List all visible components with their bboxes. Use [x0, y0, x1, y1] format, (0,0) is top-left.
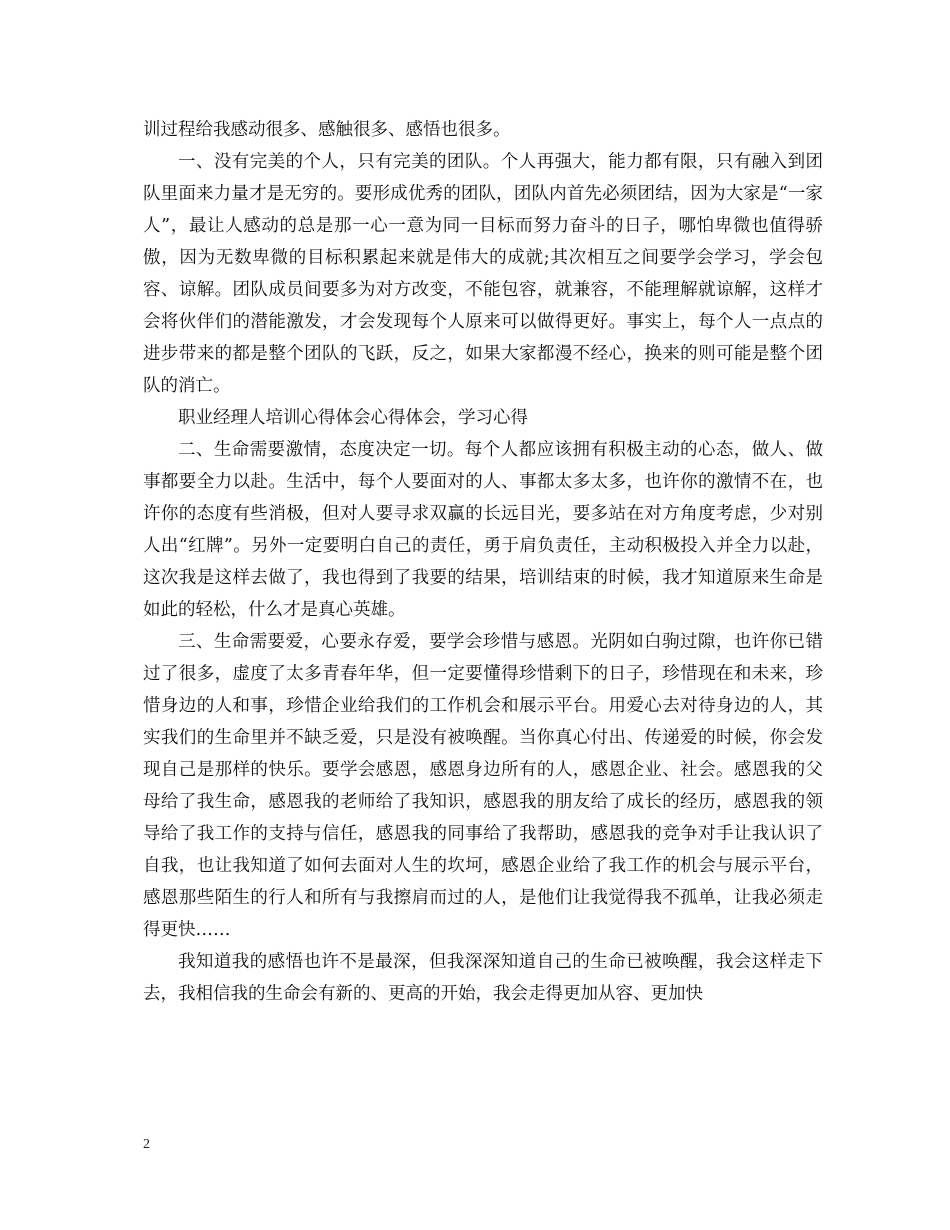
document-body	[143, 114, 823, 1010]
paragraph-point-three: 三、生命需要爱，心要永存爱，要学会珍惜与感恩。光阴如白驹过隙，也许你已错过了很多，虚度了太多青春年华，但一定要懂得珍惜剩下的日子，珍惜现在和未来，珍惜身边的人和事，珍惜企业给我们的工作机会和展示平台。用爱心去对待身边的人，其实我们的生命里并不缺乏爱，只是没有被唤醒。当你真心付出、传递爱的时候，你会发现自己是那样的快乐。要学会感恩，感恩身边所有的人，感恩企业、社会。感恩我的父母给了我生命，感恩我的老师给了我知识，感恩我的朋友给了成长的经历，感恩我的领导给了我工作的支持与信任，感恩我的同事给了我帮助，感恩我的竞争对手让我认识了自我，也让我知道了如何去面对人生的坎坷，感恩企业给了我工作的机会与展示平台，感恩那些陌生的行人和所有与我擦肩而过的人，是他们让我觉得我不孤单，让我必须走得更快……	[143, 632, 823, 940]
paragraph-subtitle: 职业经理人培训心得体会心得体会，学习心得	[178, 408, 528, 428]
paragraph-point-two: 二、生命需要激情，态度决定一切。每个人都应该拥有积极主动的心态，做人、做事都要全力以赴。生活中，每个人要面对的人、事都太多太多，也许你的激情不在，也许你的态度有些消极，但对人要寻求双赢的长远目光，要多站在对方角度考虑，少对别人出“红牌”。另外一定要明白自己的责任，勇于肩负责任，主动积极投入并全力以赴，这次我是这样去做了，我也得到了我要的结果，培训结束的时候，我才知道原来生命是如此的轻松，什么才是真心英雄。	[143, 440, 823, 620]
page-number: 2	[143, 1137, 150, 1152]
paragraph-continuation: 训过程给我感动很多、感触很多、感悟也很多。	[143, 120, 511, 140]
paragraph-point-one: 一、没有完美的个人，只有完美的团队。个人再强大，能力都有限，只有融入到团队里面来力量才是无穷的。要形成优秀的团队，团队内首先必须团结，因为大家是“一家人”，最让人感动的总是那一心一意为同一目标而努力奋斗的日子，哪怕卑微也值得骄傲，因为无数卑微的目标积累起来就是伟大的成就;其次相互之间要学会学习，学会包容、谅解。团队成员间要多为对方改变，不能包容，就兼容，不能理解就谅解，这样才会将伙伴们的潜能激发，才会发现每个人原来可以做得更好。事实上，每个人一点点的进步带来的都是整个团队的飞跃，反之，如果大家都漫不经心，换来的则可能是整个团队的消亡。	[143, 152, 823, 396]
paragraph-conclusion: 我知道我的感悟也许不是最深，但我深深知道自己的生命已被唤醒，我会这样走下去，我相信我的生命会有新的、更高的开始，我会走得更加从容、更加快	[143, 952, 823, 1004]
